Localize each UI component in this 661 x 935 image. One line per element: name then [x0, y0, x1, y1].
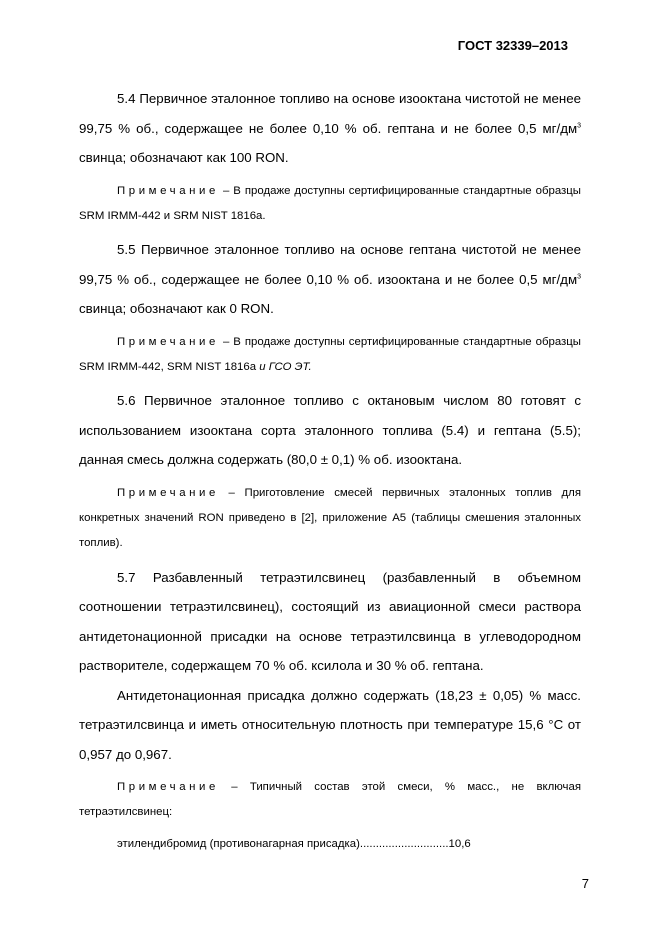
note-1: Примечание – В продаже доступны сертифицированные стандартные образцы SRM IRMM-442 и SRM NIST 1816а.	[79, 184, 581, 222]
clause-5-5: 5.5 Первичное эталонное топливо на основе гептана чистотой не менее 99,75 % об., содержащее не более 0,10 % об. изооктана и не более 0,5 $мг/дм^3$ свинца; обозначают как 0 RON.	[79, 242, 581, 317]
note-3: Примечание – Приготовление смесей первичных эталонных топлив для конкретных значений RON приведено в [2], приложение А5 (таблицы смешения эталонных топлив).	[79, 486, 581, 550]
note-4: Примечание – Типичный состав этой смеси, % масс., не включая тетраэтилсвинец:	[79, 781, 581, 819]
document-body	[79, 84, 581, 857]
clause-5-6: 5.6 Первичное эталонное топливо с октановым числом 80 готовят с использованием изооктана сорта эталонного топлива (5.4) и гептана (5.5); данная смесь должна содержать (80,0 ± 0,1) % об. изооктана.	[79, 393, 581, 468]
note-2: Примечание – В продаже доступны сертифицированные стандартные образцы SRM IRMM-442, SRM NIST 1816а и ГСО ЭТ.	[79, 335, 581, 373]
standard-designation: ГОСТ 32339–2013	[457, 38, 568, 53]
italic-text: и ГСО ЭТ.	[259, 360, 312, 373]
note-label: Примечание	[117, 184, 219, 197]
clause-5-4: 5.4 Первичное эталонное топливо на основе изооктана чистотой не менее 99,75 % об., содержащее не более 0,10 % об. гептана и не более 0,5 $мг/дм^3$ свинца; обозначают как 100 RON.	[79, 91, 581, 165]
note-label: Примечание	[117, 335, 219, 348]
composition-line: этилендибромид (противонагарная присадка)............................10,6	[117, 837, 471, 850]
antiknock-paragraph: Антидетонационная присадка должно содержать (18,23 ± 0,05) % масс. тетраэтилсвинца и иметь относительную плотность при температуре 15,6 °С от 0,957 до 0,967.	[79, 687, 581, 762]
note-label: Примечание	[117, 486, 219, 499]
clause-5-7: 5.7 Разбавленный тетраэтилсвинец (разбавленный в объемном соотношении тетраэтилсвинец), состоящий из авиационной смеси раствора антидетонационной присадки на основе тетраэтилсвинца в углеводородном растворителе, содержащем 70 % об. ксилола и 30 % об. гептана.	[79, 569, 581, 674]
superscript-3: 3	[577, 122, 581, 130]
page-number: 7	[581, 876, 589, 891]
superscript-3: 3	[577, 273, 581, 281]
note-label: Примечание	[117, 781, 219, 794]
